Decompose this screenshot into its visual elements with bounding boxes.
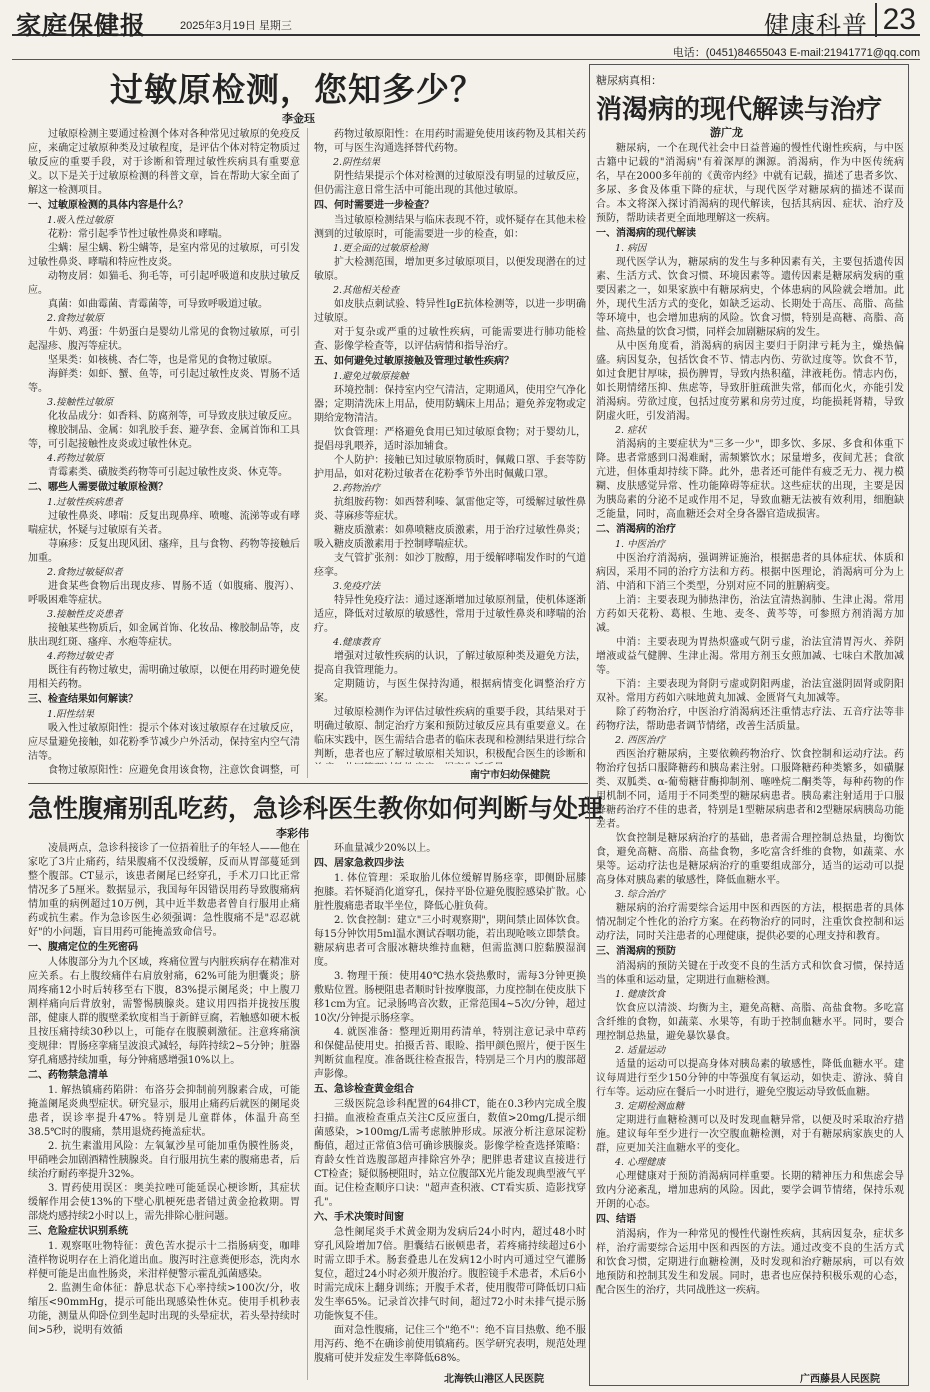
article3-source: 广西藤县人民医院 — [800, 1374, 880, 1385]
paragraph: 定期进行血糖检测可以及时发现血糖异常，以便及时采取治疗措施。建议每年至少进行一次空腹血糖检测，对于有糖尿病家族史的人群，应更加关注血糖水平的变化。 — [596, 1115, 904, 1154]
paragraph: 4. 就医准备：整理近期用药清单，特别注意记录中草药和保健品使用史。拍摄舌苔、眼睑、指甲颜色照片，便于医生判断贫血程度。准备既往检查报告，特别是三个月内的腹部超声影像。 — [314, 1027, 586, 1080]
paragraph: 糖尿病，一个在现代社会中日益普遍的慢性代谢性疾病，与中医古籍中记载的"消渴病"有着深厚的渊源。消渴病，作为中医传统病名，早在2000多年前的《黄帝内经》中就有记载，描述了患者多饮、多尿、多食及体重下降的症状，与现代医学对糖尿病的描述不谋而合。本文将深入探讨消渴病的现代解读，包括其病因、症状、治疗及预防，帮助读者更全面地理解这一疾病。 — [596, 143, 904, 224]
subsection-heading: 3. 定期检测血糖 — [615, 1101, 685, 1112]
paragraph: 中医治疗消渴病，强调辨证施治，根据患者的具体症状、体质和病因，采用不同的治疗方法和方药。根据中医理论，消渴病可分为上消、中消和下消三个类型，分别对应不同的脏腑病变。 — [596, 553, 904, 592]
subsection-heading: 2.药物治疗 — [333, 483, 381, 494]
subsection-heading: 1.避免过敏原接触 — [333, 371, 409, 382]
paragraph: 消渴病的主要症状为"三多一少"，即多饮、多尿、多食和体重下降。患者常感到口渴难耐，需频繁饮水；尿量增多，夜间尤甚；食欲亢进，但体重却持续下降。此外，患者还可能伴有疲乏无力、视力模糊、皮肤感觉异常、性功能障碍等症状。这些症状的出现，主要是因为胰岛素的分泌不足或作用不足，导致血糖无法被有效利用，细胞缺乏能量，同时，高血糖还会对全身各器官造成损害。 — [596, 439, 904, 520]
paragraph: 除了药物治疗，中医治疗消渴病还注重情志疗法、五音疗法等非药物疗法，帮助患者调节情绪，改善生活质量。 — [596, 707, 904, 732]
paragraph: 上消：主要表现为肺热津伤，治法宜清热润肺、生津止渴。常用方药如天花粉、葛根、生地、麦冬、黄芩等，可参照方剂消渴方加减。 — [596, 595, 904, 634]
paragraph: 进食某些食物后出现皮疹、胃肠不适（如腹痛、腹泻）、呼吸困难等症状。 — [28, 581, 300, 606]
section-heading: 三、消渴病的预防 — [596, 946, 676, 957]
paragraph: 环境控制：保持室内空气清洁，定期通风，使用空气净化器；定期清洗床上用品，使用防螨床上用品；避免养宠物或定期给宠物清洁。 — [314, 385, 586, 424]
paragraph: 如皮肤点刺试验、特异性IgE抗体检测等，以进一步明确过敏原。 — [314, 299, 586, 324]
paragraph: 环血量减少20%以上。 — [334, 843, 437, 854]
paragraph: 过敏原检测主要通过检测个体对各种常见过敏原的免疫反应，来确定过敏原种类及过敏程度，是评估个体对特定物质过敏反应的重要手段，对于诊断和管理过敏性疾病具有重要意义。以下是关于过敏原检测的科普文章，旨在帮助大家全面了解这一检测项目。 — [28, 129, 300, 196]
subsection-heading: 3.免疫疗法 — [333, 581, 381, 592]
paragraph: 花粉：常引起季节性过敏性鼻炎和哮喘。 — [48, 229, 228, 240]
paragraph: 定期随访，与医生保持沟通，根据病情变化调整治疗方案。 — [314, 679, 586, 704]
subsection-heading: 3.接触性皮炎患者 — [47, 609, 123, 620]
page-header — [12, 3, 920, 40]
paragraph: 三级医院急诊科配置的64排CT，能在0.3秒内完成全腹扫描。血液检查重点关注C反应蛋白，数值>20mg/L提示细菌感染，>100mg/L需考虑脓肿形成。尿液分析注意尿淀粉酶值，超过正常值3倍可确诊胰腺炎。影像学检查选择策略：育龄女性首选腹部超声排除宫外孕；肥胖患者建议直接进行CT检查；疑似肠梗阻时，站立位腹部X光片能发现典型液气平面。记住检查顺序口诀："超声查积液、CT看实质、造影找穿孔"。 — [314, 1099, 586, 1208]
paragraph: 增强对过敏性疾病的认识，了解过敏原种类及避免方法，提高自我管理能力。 — [314, 651, 586, 676]
paragraph: 荨麻疹：反复出现风团、瘙痒，且与食物、药物等接触后加重。 — [28, 539, 300, 564]
paragraph: 真菌：如曲霉菌、青霉菌等，可导致呼吸道过敏。 — [48, 299, 268, 310]
section-heading: 四、结语 — [596, 1214, 636, 1225]
section-title: 健康科普 — [763, 11, 868, 40]
article3-body — [596, 142, 904, 1364]
masthead: 家庭保健报 — [16, 11, 147, 40]
section-heading: 一、过敏原检测的具体内容是什么？ — [28, 200, 188, 211]
paragraph: 阴性结果提示个体对检测的过敏原没有明显的过敏反应，但仍需注意日常生活中可能出现的其他过敏原。 — [314, 171, 586, 196]
paragraph: 既往有药物过敏史，需明确过敏原，以便在用药时避免使用相关药物。 — [28, 665, 300, 690]
paragraph: 食物过敏原阳性：应避免食用该食物，注意饮食调整，可 — [48, 765, 300, 776]
section-heading: 一、腹痛定位的生死密码 — [28, 942, 138, 953]
subsection-heading: 1.更全面的过敏原检测 — [333, 243, 428, 254]
section-heading: 三、危险症状识别系统 — [28, 1226, 128, 1237]
paragraph: 3. 物理干预：使用40℃热水袋热敷时，需每3分钟更换敷贴位置。肠梗阻患者顺时针按摩腹部，力度控制在使皮肤下移1cm为宜。记录肠鸣音次数，正常范围4~5次/分钟，超过10次/分钟提示肠痉挛。 — [314, 971, 586, 1024]
paragraph: 对于复杂或严重的过敏性疾病，可能需要进行肺功能检查、影像学检查等，以评估病情和指导治疗。 — [314, 327, 586, 352]
paragraph: 尘螨：屋尘螨、粉尘螨等，是室内常见的过敏原，可引发过敏性鼻炎、哮喘和特应性皮炎。 — [28, 243, 300, 268]
paragraph: 急性阑尾炎手术黄金期为发病后24小时内，超过48小时穿孔风险增加7倍。胆囊结石嵌顿患者，若疼痛持续超过6小时需立即手术。肠套叠患儿在发病12小时内可通过空气灌肠复位，超过24小时必须开腹治疗。腹腔镜手术患者，术后6小时需完成床上翻身训练；开腹手术者，使用腹带可降低切口疝发生率65%。记录首次排气时间，超过72小时未排气提示肠功能恢复不佳。 — [314, 1227, 586, 1322]
section-heading: 六、手术决策时间窗 — [314, 1212, 404, 1223]
issue-date: 2025年3月19日 星期三 — [180, 20, 292, 32]
paragraph: 1. 观察呕吐物特征：黄色苦水提示十二指肠病变，咖啡渣样物说明存在上消化道出血。腹泻时注意粪便形态，洗肉水样便可能是出血性肠炎，米泔样便警示霍乱弧菌感染。 — [28, 1241, 300, 1280]
article2-column1 — [28, 842, 300, 1382]
subsection-heading: 1. 中医治疗 — [615, 539, 666, 550]
header-rule — [12, 59, 920, 60]
subsection-heading: 3. 综合治疗 — [615, 889, 666, 900]
subsection-heading: 1.过敏性疾病患者 — [47, 497, 123, 508]
subsection-heading: 2.食物过敏疑似者 — [47, 567, 123, 578]
subsection-heading: 4. 心理健康 — [615, 1157, 666, 1168]
subsection-heading: 2.食物过敏原 — [47, 313, 104, 324]
paragraph: 支气管扩张剂：如沙丁胺醇，用于缓解哮喘发作时的气道痉挛。 — [314, 553, 586, 578]
paragraph: 化妆品成分：如香料、防腐剂等，可导致皮肤过敏反应。 — [48, 411, 298, 422]
article2-title: 急性腹痛别乱吃药，急诊科医生教你如何判断与处理 — [28, 794, 604, 823]
paragraph: 过敏性鼻炎、哮喘：反复出现鼻痒、喷嚏、流涕等或有哮喘症状，怀疑与过敏原有关者。 — [28, 511, 300, 536]
article2-column2 — [314, 842, 586, 1368]
paragraph: 面对急性腹痛，记住三个"绝不"：绝不盲目热敷、绝不服用泻药、绝不在确诊前使用镇痛药。医学研究表明，规范处理腹痛可使并发症发生率降低68%。 — [314, 1325, 586, 1364]
contact-info: 电话：(0451)84655043 E-mail:21941771@qq.com — [672, 47, 920, 59]
paragraph: 扩大检测范围，增加更多过敏原项目，以便发现潜在的过敏原。 — [314, 257, 586, 282]
section-heading: 二、药物禁急清单 — [28, 1070, 108, 1081]
section-heading: 五、如何避免过敏原接触及管理过敏性疾病？ — [314, 356, 514, 367]
paragraph: 坚果类：如核桃、杏仁等，也是常见的食物过敏原。 — [48, 355, 278, 366]
subsection-heading: 1.吸入性过敏原 — [47, 215, 114, 226]
paragraph: 海鲜类：如虾、蟹、鱼等，可引起过敏性皮炎、胃肠不适等。 — [28, 369, 300, 394]
article2-source: 北海铁山港区人民医院 — [444, 1374, 544, 1385]
paragraph: 牛奶、鸡蛋：牛奶蛋白是婴幼儿常见的食物过敏原，可引起湿疹、腹泻等症状。 — [28, 327, 300, 352]
paragraph: 消渴病，作为一种常见的慢性代谢性疾病，其病因复杂，症状多样，治疗需要综合运用中医和西医的方法。通过改变不良的生活方式和饮食习惯，定期进行血糖检测，及时发现和治疗糖尿病，可以有效地预防和控制其发生和发展。同时，患者也应保持积极乐观的心态，配合医生的治疗，共同战胜这一疾病。 — [596, 1229, 904, 1296]
paragraph: 2. 监测生命体征：静息状态下心率持续>100次/分，收缩压<90mmHg，提示可能出现感染性休克。使用手机秒表功能，测量从仰卧位到坐起时出现的头晕症状，若头晕持续时间>5秒，说明有效循 — [28, 1283, 300, 1336]
paragraph: 饮食应以清淡、均衡为主，避免高糖、高脂、高盐食物。多吃富含纤维的食物，如蔬菜、水果等，有助于控制血糖水平。同时，要合理控制总热量，避免暴饮暴食。 — [596, 1003, 904, 1042]
subsection-heading: 3.接触性过敏原 — [47, 397, 114, 408]
paragraph: 药物过敏原阳性：在用药时需避免使用该药物及其相关药物，可与医生沟通选择替代药物。 — [314, 129, 586, 154]
paragraph: 个人防护：接触已知过敏原物质时，佩戴口罩、手套等防护用品，如对花粉过敏者在花粉季节外出时佩戴口罩。 — [314, 455, 586, 480]
article1-author: 李金珏 — [282, 113, 315, 125]
section-heading: 五、急诊检查黄金组合 — [314, 1084, 414, 1095]
section-heading: 二、消渴病的治疗 — [596, 524, 676, 535]
article3-kicker: 糖尿病真相： — [596, 75, 662, 87]
paragraph: 下消：主要表现为肾阴亏虚或阴阳两虚，治法宜滋阴固肾或阴阳双补。常用方药如六味地黄丸加减、金匮肾气丸加减等。 — [596, 679, 904, 704]
paragraph: 2. 饮食控制：建立"三小时观察期"，期间禁止固体饮食。每15分钟饮用5ml温水测试吞咽功能，若出现呛咳立即禁食。糖尿病患者可含服冰糖块维持血糖，但需监测口腔黏膜湿润度。 — [314, 915, 586, 968]
paragraph: 适量的运动可以提高身体对胰岛素的敏感性，降低血糖水平。建议每周进行至少150分钟的中等强度有氧运动，如快走、游泳、骑自行车等。运动应在餐后一小时进行，避免空腹运动导致低血糖。 — [596, 1059, 904, 1098]
subsection-heading: 4.健康教育 — [333, 637, 381, 648]
subsection-heading: 4.药物过敏史者 — [47, 651, 114, 662]
article2-author: 李彩伟 — [276, 828, 309, 840]
column-divider — [307, 128, 308, 778]
page-number: 23 — [875, 3, 916, 37]
paragraph: 接触某些物质后，如金属首饰、化妆品、橡胶制品等，皮肤出现红斑、瘙痒、水疱等症状。 — [28, 623, 300, 648]
paragraph: 吸入性过敏原阳性：提示个体对该过敏原存在过敏反应，应尽量避免接触，如花粉季节减少户外活动，保持室内空气清洁等。 — [28, 723, 300, 762]
paragraph: 动物皮屑：如猫毛、狗毛等，可引起呼吸道和皮肤过敏反应。 — [28, 271, 300, 296]
subsection-heading: 2.阴性结果 — [333, 157, 381, 168]
paragraph: 当过敏原检测结果与临床表现不符，或怀疑存在其他未检测到的过敏原时，可能需要进一步的检查，如： — [314, 215, 586, 240]
article3-author: 游广龙 — [710, 127, 743, 139]
subsection-heading: 2. 西医治疗 — [615, 735, 666, 746]
paragraph: 凌晨两点，急诊科接诊了一位捂着肚子的年轻人——他在家吃了3片止痛药，结果腹痛不仅没缓解，反而从胃部蔓延到整个腹部。CT显示，该患者阑尾已经穿孔，手术刀口比正常情况多了5厘米。数据显示，我国每年因错误用药导致腹痛病情加重的病例超过10万例，其中近半数患者曾自行服用止痛药或抗生素。作为急诊医生必须强调：急性腹痛不是"忍忍就好"的小问题，盲目用药可能掩盖致命信号。 — [28, 843, 300, 938]
subsection-heading: 2. 症状 — [615, 425, 647, 436]
paragraph: 2. 抗生素滥用风险：左氧氟沙星可能加重伪膜性肠炎，甲硝唑会加剧酒精性胰腺炎。自行服用抗生素的腹痛患者，后续治疗耐药率提升32%。 — [28, 1141, 300, 1180]
article1-column1 — [28, 128, 300, 778]
article1-source: 南宁市妇幼保健院 — [470, 770, 550, 781]
paragraph: 特异性免疫疗法：通过逐渐增加过敏原剂量，使机体逐渐适应，降低对过敏原的敏感性，常用于过敏性鼻炎和哮喘的治疗。 — [314, 595, 586, 634]
subsection-heading: 1.阳性结果 — [47, 709, 95, 720]
paragraph: 西医治疗糖尿病，主要依赖药物治疗、饮食控制和运动疗法。药物治疗包括口服降糖药和胰岛素注射。口服降糖药种类繁多，如磺脲类、双胍类、α-葡萄糖苷酶抑制剂、噻唑烷二酮类等，每种药物的作用机制不同，适用于不同类型的糖尿病患者。胰岛素注射适用于口服降糖药治疗不佳的患者，特别是1型糖尿病患者和2型糖尿病胰岛功能差者。 — [596, 749, 904, 830]
paragraph: 糖尿病的治疗需要综合运用中医和西医的方法，根据患者的具体情况制定个性化的治疗方案。在药物治疗的同时，注重饮食控制和运动疗法，同时关注患者的心理健康，提供必要的心理支持和教育。 — [596, 903, 904, 942]
subsection-heading: 4.药物过敏原 — [47, 453, 104, 464]
section-heading: 一、消渴病的现代解读 — [596, 228, 696, 239]
paragraph: 消渴病的预防关键在于改变不良的生活方式和饮食习惯，保持适当的体重和运动量，定期进行血糖检测。 — [596, 961, 904, 986]
paragraph: 抗组胺药物：如西替利嗪、氯雷他定等，可缓解过敏性鼻炎、荨麻疹等症状。 — [314, 497, 586, 522]
paragraph: 饮食管理：严格避免食用已知过敏原食物；对于婴幼儿，提倡母乳喂养，适时添加辅食。 — [314, 427, 586, 452]
paragraph: 中消：主要表现为胃热炽盛或气阴亏虚，治法宜清胃泻火、养阴增液或益气健脾、生津止渴。常用方剂玉女煎加减、七味白术散加减等。 — [596, 637, 904, 676]
section-heading: 三、检查结果如何解读？ — [28, 694, 138, 705]
column-divider — [307, 840, 308, 1380]
paragraph: 饮食控制是糖尿病治疗的基础，患者需合理控制总热量，均衡饮食，避免高糖、高脂、高盐食物，多吃富含纤维的食物，如蔬菜、水果等。运动疗法也是糖尿病治疗的重要组成部分，适当的运动可以提高身体对胰岛素的敏感性，降低血糖水平。 — [596, 833, 904, 886]
paragraph: 1. 体位管理：采取胎儿体位缓解胃肠痉挛，即侧卧屈膝抱膝。若怀疑消化道穿孔，保持平卧位避免腹腔感染扩散。心脏性腹痛患者取半坐位，降低心脏负荷。 — [314, 873, 586, 912]
subsection-heading: 2.其他相关检查 — [333, 285, 400, 296]
paragraph: 心理健康对于预防消渴病同样重要。长期的精神压力和焦虑会导致内分泌紊乱，增加患病的风险。因此，要学会调节情绪，保持乐观开朗的心态。 — [596, 1171, 904, 1210]
paragraph: 青霉素类、磺胺类药物等可引起过敏性皮炎、休克等。 — [48, 467, 288, 478]
paragraph: 橡胶制品、金属：如乳胶手套、避孕套、金属首饰和工具等，可引起接触性皮炎或过敏性休克。 — [28, 425, 300, 450]
paragraph: 1. 解热镇痛药陷阱：布洛芬会抑制前列腺素合成，可能掩盖阑尾炎典型症状。研究显示，服用止痛药后就医的阑尾炎患者，误诊率提升47%。特别是儿童群体，体温升高至38.5℃时的腹痛，禁用退烧药掩盖症状。 — [28, 1085, 300, 1138]
subsection-heading: 1. 健康饮食 — [615, 989, 666, 1000]
subsection-heading: 1. 病因 — [615, 243, 647, 254]
paragraph: 从中医角度看，消渴病的病因主要归于阴津亏耗为主，燥热偏盛。病因复杂，包括饮食不节、情志内伤、劳欲过度等。饮食不节，如过食肥甘厚味，损伤脾胃，导致内热积蕴，津液耗伤。情志内伤，如长期情绪压抑、焦虑等，导致肝脏疏泄失常，郁而化火，亦能引发消渴病。劳欲过度，包括过度劳累和房劳过度，均能损耗肾精，导致阴虚火旺，引发消渴。 — [596, 341, 904, 422]
paragraph: 人体腹部分为九个区域，疼痛位置与内脏疾病存在精准对应关系。右上腹绞痛伴右肩放射痛，62%可能为胆囊炎；脐周疼痛12小时后转移至右下腹，83%提示阑尾炎；中上腹刀割样痛向后背放射，需警惕胰腺炎。建议用四指并拢按压腹部，健康人群的腹壁柔软度相当于新鲜豆腐，若触感如硬木板且按压痛持续30秒以上，可能存在腹膜刺激征。注意疼痛演变规律：胃肠痉挛痛呈波浪式减轻，每阵持续2~5分钟；脏器穿孔痛感持续加重，每分钟痛感增强10%以上。 — [28, 957, 300, 1066]
section-heading: 四、何时需要进一步检查？ — [314, 200, 434, 211]
paragraph: 过敏原检测作为评估过敏性疾病的重要手段，其结果对于明确过敏原、制定治疗方案和预防过敏反应具有重要意义。在临床实践中，医生需结合患者的临床表现和检测结果进行综合判断，患者也应了解过敏原相关知识，积极配合医生的诊断和 — [314, 707, 586, 760]
article3-title: 消渴病的现代解读与治疗 — [596, 95, 883, 125]
article1-column2 — [314, 128, 586, 764]
article1-title: 过敏原检测，您知多少？ — [110, 70, 484, 109]
section-heading: 二、哪些人需要做过敏原检测？ — [28, 482, 168, 493]
section-heading: 四、居家急救四步法 — [314, 858, 404, 869]
subsection-heading: 2. 适量运动 — [615, 1045, 666, 1056]
paragraph: 糖皮质激素：如鼻喷糖皮质激素，用于治疗过敏性鼻炎；吸入糖皮质激素用于控制哮喘症状。 — [314, 525, 586, 550]
article-divider — [28, 783, 588, 784]
paragraph: 3. 胃药使用误区：奥美拉唑可能延误心梗诊断，其症状缓解作用会使13%的下壁心肌梗死患者错过黄金抢救期。胃部烧灼感持续2小时以上，需先排除心脏问题。 — [28, 1183, 300, 1222]
paragraph: 现代医学认为，糖尿病的发生与多种因素有关，主要包括遗传因素、生活方式、饮食习惯、环境因素等。遗传因素是糖尿病发病的重要因素之一，如果家族中有糖尿病史，个体患病的风险就会增加。此外，现代生活方式的变化，如缺乏运动、长期处于高压、高脂、高盐等环境中，也会增加患病的风险。饮食习惯，特别是高糖、高脂、高盐、高热量的饮食习惯，同样会加剧糖尿病的发生。 — [596, 257, 904, 338]
